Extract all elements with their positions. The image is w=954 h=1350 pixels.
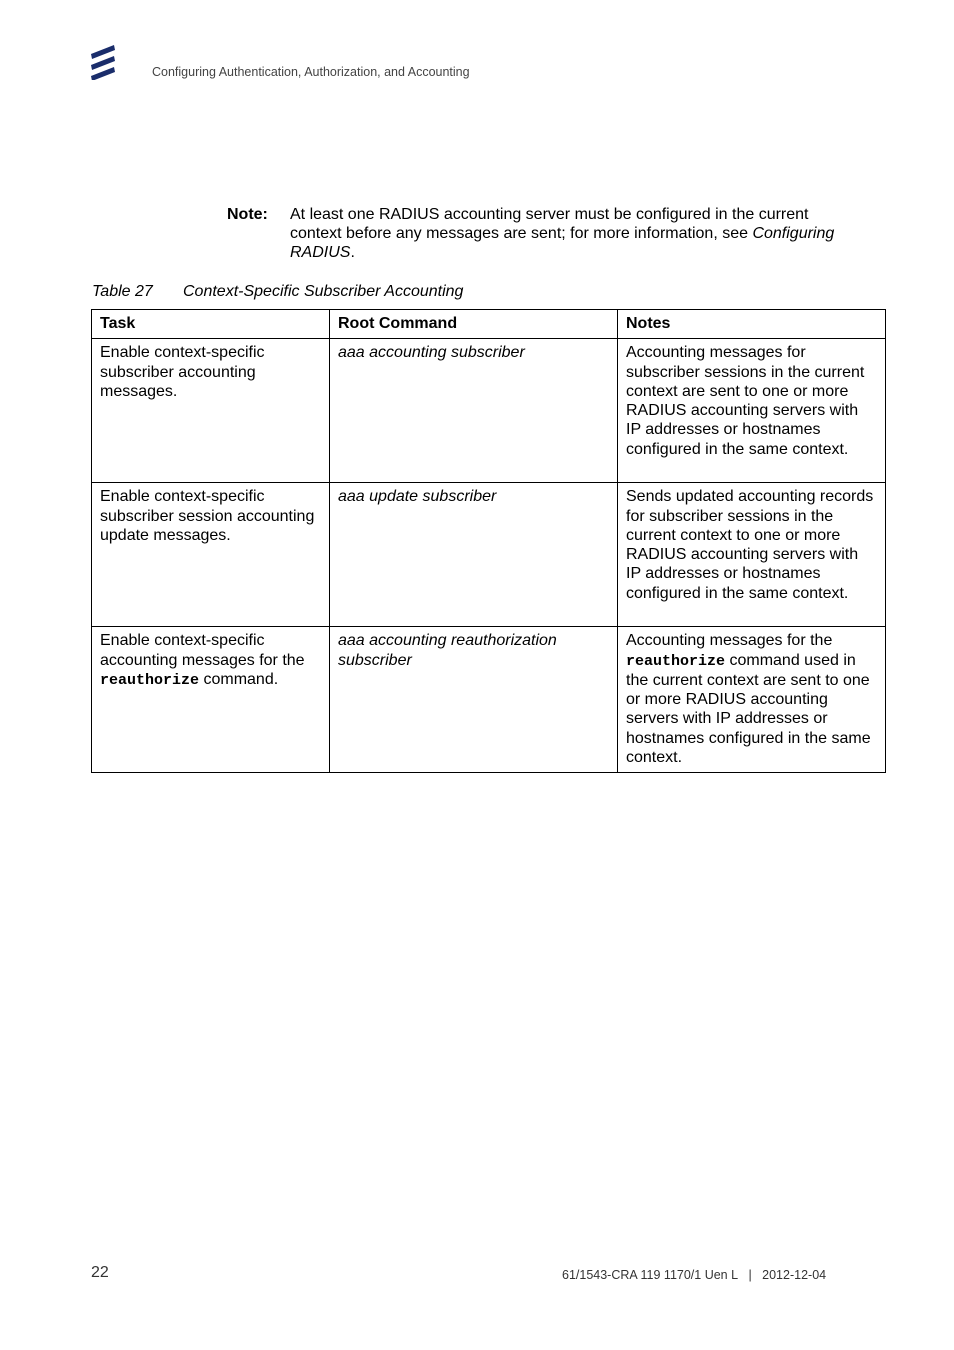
task-text-end: command.: [199, 670, 279, 688]
task-text: Enable context-specific accounting messages for the: [100, 632, 305, 669]
notes-text: Accounting messages for the: [626, 632, 833, 650]
note-label: Note:: [227, 206, 268, 223]
command-cell: aaa update subscriber: [330, 483, 618, 627]
notes-text-end: command used in the current context are sent to one or more RADIUS accounting servers with IP addresses or hostnames configured in the same context.: [626, 651, 871, 767]
note-reference-link[interactable]: Configuring RADIUS: [290, 225, 835, 262]
table-row: [92, 627, 886, 773]
doc-number: 61/1543-CRA 119 1170/1 Uen L: [562, 1268, 739, 1282]
table-header-row: [92, 310, 886, 339]
column-header-root-command: Root Command: [330, 310, 618, 339]
notes-cell: Sends updated accounting records for subscriber sessions in the current context to one or more RADIUS accounting servers with IP addresses or hostnames configured in the same context.: [618, 483, 886, 627]
command-cell: aaa accounting reauthorization subscriber: [330, 627, 618, 773]
task-cell: [92, 627, 330, 773]
accounting-table: [91, 309, 886, 773]
table-row: [92, 339, 886, 483]
notes-code-keyword: reauthorize: [626, 652, 726, 670]
note-text: At least one RADIUS accounting server must be configured in the current context before any messages are sent; for more information, see: [290, 206, 809, 243]
note-body: [290, 205, 835, 263]
note-text-end: .: [350, 244, 355, 262]
table-caption: [92, 282, 463, 301]
task-cell: Enable context-specific subscriber accounting messages.: [92, 339, 330, 483]
task-code-keyword: reauthorize: [100, 671, 200, 689]
running-header: Configuring Authentication, Authorization, and Accounting: [152, 65, 470, 79]
column-header-notes: Notes: [618, 310, 886, 339]
table-row: [92, 483, 886, 627]
table-caption-title: Context-Specific Subscriber Accounting: [183, 283, 464, 300]
ericsson-logo-icon: [90, 44, 116, 80]
notes-cell: [618, 627, 886, 773]
notes-cell: Accounting messages for subscriber sessions in the current context are sent to one or more RADIUS accounting servers with IP addresses or hostnames configured in the same context.: [618, 339, 886, 483]
page-number: 22: [91, 1264, 109, 1281]
command-cell: aaa accounting subscriber: [330, 339, 618, 483]
document-identifier: [562, 1268, 826, 1282]
table-caption-number: Table 27: [92, 283, 153, 300]
column-header-task: Task: [92, 310, 330, 339]
task-cell: Enable context-specific subscriber session accounting update messages.: [92, 483, 330, 627]
doc-date: 2012-12-04: [762, 1268, 827, 1282]
footer-separator: |: [748, 1268, 752, 1282]
